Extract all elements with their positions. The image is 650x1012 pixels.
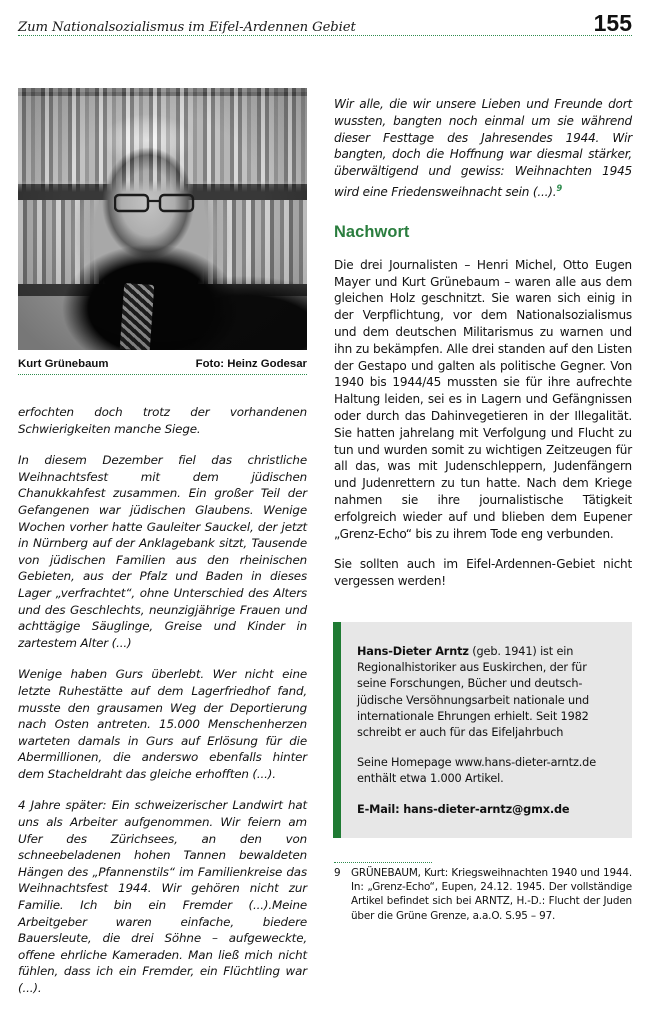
photo-caption [18,358,307,370]
footnote-marker: 9 [556,182,563,193]
portrait-photo [18,88,307,350]
footnote-number: 9 [334,867,341,879]
paragraph: In diesem Dezember fiel das christliche Weihnachtsfest mit dem jüdischen Chanukkahfest zusammen. Ein großer Teil der Gefangenen war jüdischen Glaubens. Wenige Wochen vorher hatte Gauleiter Sauckel, der jetzt in Nürnberg auf der Anklagebank sitzt, Tausende von jüdischen Familien aus den rheinischen Gebieten, aus der Pfalz und Baden in dieses Lager „verfrachtet“, ohne Unterschied des Alters und des Geschlechts, neunzigjährige Frauen und achttägige Säuglinge, Greise und Kinder in zartestem Alter (...) [18,453,307,650]
author-bio-rest: (geb. 1941) ist ein Regionalhistoriker aus Euskirchen, der für seine Forschungen, Bücher und deutsch-jüdische Versöhnungsarbeit nationale und internationale Ehrungen erhielt. Seit 1982 schreibt er auch für das Eifeljahrbuch [357,645,590,740]
photo-vignette [18,88,307,350]
left-column [18,88,307,370]
paragraph: Sie sollten auch im Eifel-Ardennen-Gebiet nicht vergessen werden! [334,557,632,589]
photo-caption-credit: Foto: Heinz Godesar [195,358,307,370]
paragraph: 4 Jahre später: Ein schweizerischer Landwirt hat uns als Arbeiter aufgenommen. Wir feiern am Ufer des Zürichsees, an den von schneebeladenen hohen Tannen bewaldeten Hängen des „Pfannenstils“ im Familienkreise das Weihnachtsfest 1944. Wir gehören nicht zur Familie. Ich bin ein Fremder (...).Meine Arbeitgeber waren einfache, biedere Bauersleute, die drei Söhne – aufgeweckte, offene ehrliche Kameraden. Man ließ mich nicht fühlen, dass ich ein Fremder, ein Flüchtling war (...). [18,798,307,995]
paragraph: Die drei Journalisten – Henri Michel, Otto Eugen Mayer und Kurt Grünebaum – waren alle aus dem gleichen Holz geschnitzt. Sie waren sich einig in der Verpflichtung, vor dem Nationalsozialismus und dem deutschen Militarismus zu warnen und ihn zu bekämpfen. Alle drei standen auf den Listen der Gestapo und galten als politische Gegner. Von 1940 bis 1944/45 mussten sie für ihre aufrechte Haltung leiden, sei es in Lagern und Gefängnissen oder durch das Dahinvegetieren in der Illegalität. Sie hatten jahrelang mit Verfolgung und Flucht zu tun und wurden somit zu wichtigen Zeitzeugen für all das, was mit Judenschleppern, Judenfängern und Judenrettern zu tun hatte. Nach dem Kriege nahmen sie ihre journalistische Tätigkeit erfolgreich wieder auf und blieben dem Eupener „Grenz-Echo“ bis zu ihrem Tode eng verbunden. [334,257,632,541]
author-email: E-Mail: hans-dieter-arntz@gmx.de [357,802,570,816]
footnote-divider [334,862,432,863]
paragraph: erfochten doch trotz der vorhandenen Schwierigkeiten manche Siege. [18,405,307,436]
author-info-box [333,622,632,838]
section-heading: Nachwort [334,222,410,241]
left-column-text [18,404,307,1012]
footnote-text: GRÜNEBAUM, Kurt: Kriegsweihnachten 1940 und 1944. In: „Grenz-Echo“, Eupen, 24.12. 1945. Der vollständige Artikel befindet sich bei ARNTZ, H.-D.: Flucht der Juden über die Grüne Grenze, a.a.O. S.95 – 97. [351,867,632,922]
caption-divider [18,374,307,375]
author-homepage: Seine Homepage www.hans-dieter-arntz.de enthält etwa 1.000 Artikel. [357,756,596,786]
intro-paragraph [334,96,632,201]
author-name: Hans-Dieter Arntz [357,645,469,658]
paragraph: Wenige haben Gurs überlebt. Wer nicht eine letzte Ruhestätte auf dem Lagerfriedhof fand, musste den grausamen Weg der Deportierung nach Osten antreten. 15.000 Menschenherzen warteten damals in Gurs auf Erlösung für die Abermillionen, die anderswo ebenfalls hinter dem Stacheldraht das gleiche erhofften (...). [18,667,307,781]
running-head-title: Zum Nationalsozialismus im Eifel-Ardennen Gebiet [18,20,356,35]
running-head [18,12,632,35]
author-bio [357,644,616,741]
photo-caption-name: Kurt Grünebaum [18,358,109,370]
page-number: 155 [593,10,632,36]
intro-paragraph-text: Wir alle, die wir unsere Lieben und Freunde dort wussten, bangten noch einmal um sie während dieser Festtage des Jahresendes 1944. Wir bangten, doch die Hoffnung war diesmal stärker, überwältigend und gewiss: Weihnachten 1945 wird eine Friedensweihnacht sein (...). [334,97,632,199]
footnotes [334,866,632,923]
right-column [334,96,632,604]
header-divider [18,35,632,36]
footnote-item [334,866,632,923]
